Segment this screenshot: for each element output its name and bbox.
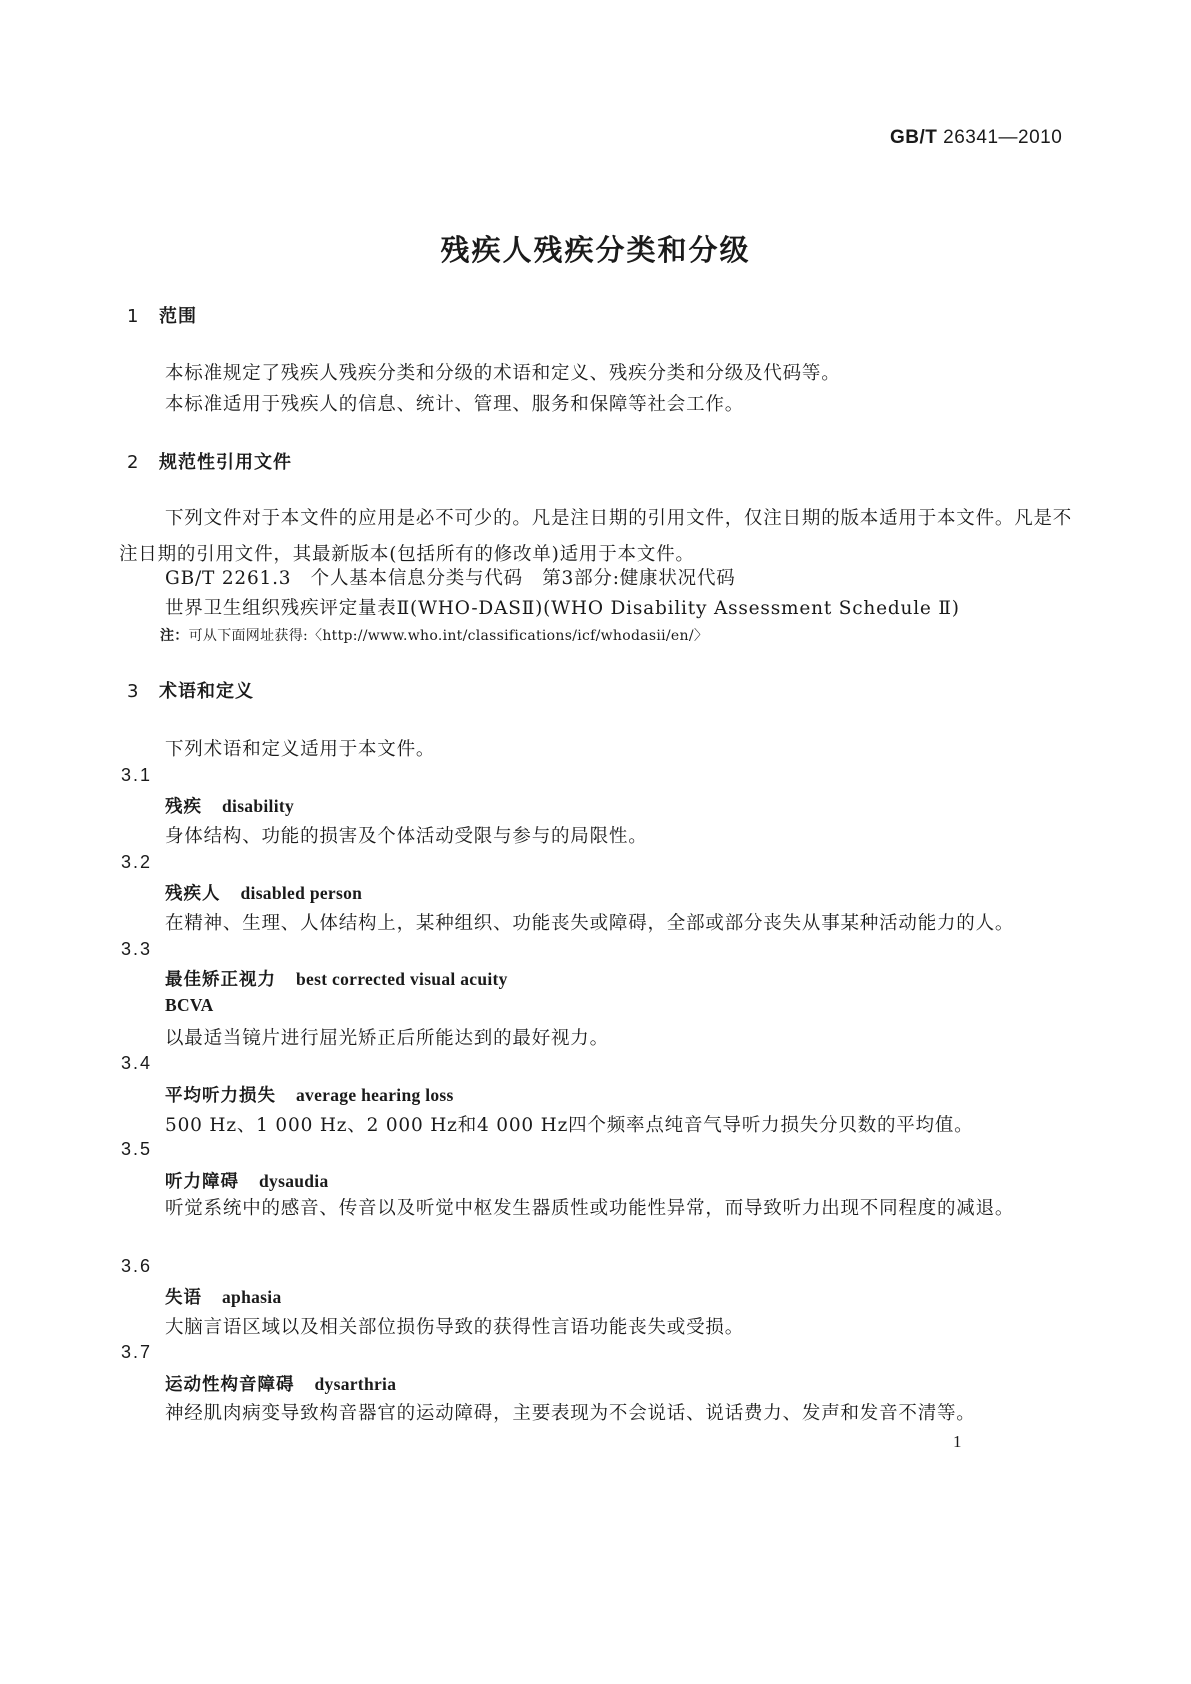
term-zh: 残疾 [165,797,202,817]
reference-item-2: 世界卫生组织残疾评定量表Ⅱ(WHO-DASⅡ)(WHO Disability Assessment Schedule Ⅱ) [165,598,960,619]
section-title: 术语和定义 [159,681,254,702]
term-abbreviation [165,995,214,1016]
term-number: 3.7 [121,1342,153,1362]
term-number: 3.5 [121,1139,153,1159]
section-heading-references [127,448,292,474]
term-number: 3.2 [121,852,153,872]
term-en: best corrected visual acuity [296,969,508,989]
term-number: 3.3 [121,939,153,959]
standard-number [890,127,1062,149]
term-zh: 运动性构音障碍 [165,1375,295,1395]
term-en: dysarthria [314,1374,397,1394]
term-en: average hearing loss [296,1085,454,1105]
term-definition: 在精神、生理、人体结构上，某种组织、功能丧失或障碍，全部或部分丧失从事某种活动能力的人。 [165,913,1015,934]
section-heading-terms [127,677,254,703]
term-abbr: BCVA [165,995,214,1015]
terms-intro: 下列术语和定义适用于本文件。 [165,739,436,760]
references-paragraph: 下列文件对于本文件的应用是必不可少的。凡是注日期的引用文件，仅注日期的版本适用于本文件。凡是不注日期的引用文件，其最新版本(包括所有的修改单)适用于本文件。 [119,508,1073,565]
term-definition: 大脑言语区域以及相关部位损伤导致的获得性言语功能丧失或受损。 [165,1317,745,1338]
term-number: 3.6 [121,1256,153,1276]
note-label: 注： [160,628,189,644]
term-zh: 失语 [165,1288,202,1308]
term-en: disability [222,796,295,816]
term-en: aphasia [222,1287,282,1307]
section-number: 3 [127,681,140,702]
section-number: 2 [127,452,140,473]
term-definition: 身体结构、功能的损害及个体活动受限与参与的局限性。 [165,826,648,847]
term-definition: 以最适当镜片进行屈光矫正后所能达到的最好视力。 [165,1028,609,1049]
page-number: 1 [953,1432,962,1451]
scope-paragraph-2: 本标准适用于残疾人的信息、统计、管理、服务和保障等社会工作。 [165,394,745,415]
term-definition: 神经肌肉病变导致构音器官的运动障碍，主要表现为不会说话、说话费力、发声和发音不清等。 [165,1403,976,1424]
term-heading [165,966,508,991]
term-heading [165,880,362,905]
standard-prefix: GB/T [890,127,938,148]
section-title: 范围 [159,306,197,327]
term-definition: 听觉系统中的感音、传音以及听觉中枢发生器质性或功能性异常，而导致听力出现不同程度的减退。 [165,1198,1015,1219]
term-heading [165,1284,282,1309]
standard-code: 26341—2010 [943,127,1063,148]
section-title: 规范性引用文件 [159,452,292,473]
document-title: 残疾人残疾分类和分级 [440,233,751,267]
term-en: dysaudia [259,1171,329,1191]
term-definition: 500 Hz、1 000 Hz、2 000 Hz和4 000 Hz四个频率点纯音气导听力损失分贝数的平均值。 [165,1115,974,1136]
section-heading-scope [127,302,197,328]
term-zh: 平均听力损失 [165,1086,276,1106]
scope-paragraph-1: 本标准规定了残疾人残疾分类和分级的术语和定义、残疾分类和分级及代码等。 [165,363,841,384]
section-number: 1 [127,306,140,327]
term-heading [165,1082,454,1107]
term-zh: 听力障碍 [165,1172,239,1192]
term-number: 3.1 [121,765,153,785]
term-number: 3.4 [121,1053,153,1073]
term-heading [165,1168,329,1193]
term-heading [165,1371,396,1396]
reference-note [160,625,708,645]
note-text: 可从下面网址获得:〈http://www.who.int/classifications/icf/whodasii/en/〉 [188,628,709,644]
term-heading [165,793,294,818]
term-zh: 残疾人 [165,884,221,904]
term-en: disabled person [240,883,363,903]
term-zh: 最佳矫正视力 [165,970,276,990]
reference-item-1: GB/T 2261.3 个人基本信息分类与代码 第3部分:健康状况代码 [165,568,736,589]
